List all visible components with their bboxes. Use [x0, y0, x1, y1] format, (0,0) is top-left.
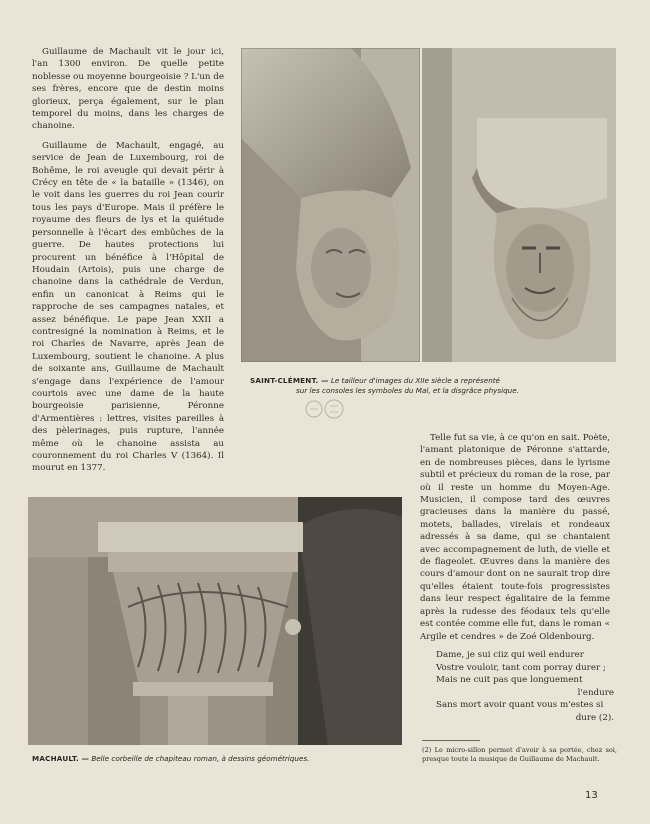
- poem-excerpt: [436, 649, 614, 725]
- saint-clement-console-photo-right: [422, 48, 616, 362]
- caption-label: MACHAULT. —: [32, 754, 90, 763]
- poem-line: l'endure: [577, 687, 614, 698]
- paragraph: Telle fut sa vie, à ce qu'on en sait. Poète, l'amant platonique de Péronne s'attarde, en de nombreuses pièces, dans le lyrisme subtil et précieux du roman de la rose, par où il reste un homme du Moyen-Age. Musicien, il compose tard des œuvres gracieuses dans la manière du passé, motets, ballades, virelais et rondeaux adressés à sa dame, qui se chantaient avec accompagnement de luth, de vielle et de flageolet. Œuvres dans la manière des cours d'amour dont on ne saurait trop dire qu'elles étaient toute-fois progressistes dans leur respect égalitaire de la femme après la rudesse des féodaux tels qu'elle est contée comme elle fut, dans le roman « Argile et cendres » de Zoé Oldenbourg.: [420, 433, 610, 642]
- paragraph: Guillaume de Machault vit le jour ici, l'an 1300 environ. De quelle petite noblesse ou moyenne bourgeoisie ? L'un de ses frères, encore que de destin moins glorieux, perça également, sur le plan temporel du moins, dans les charges de chanoine.: [32, 47, 224, 132]
- poem-line: Dame, je sui ciiz qui weil endurer: [436, 650, 584, 660]
- poem-line: Vostre vouloir, tant com porray durer ;: [436, 662, 606, 673]
- poem-line: Mais ne cuit pas que longuement: [436, 675, 583, 686]
- ink-stamp-mark: [304, 398, 348, 420]
- paragraph: Guillaume de Machault, engagé, au service de Jean de Luxembourg, roi de Bohême, le roi aveugle qui devait périr à Crécy en tête de « la bataille » (1346), on le voit dans les guerres du roi Jean courir tous les pays d'Europe. Mais il préfère le royaume des fleurs de lys et la quiétude personnelle à l'écart des embûches de la guerre. De hautes protections lui procurent un bénéfice à l'Hôpital de Houdain (Artois), puis une charge de chanoine dans la cathédrale de Verdun, enfin un canonicat à Reims qui le rapproche de ses campagnes natales, et assez bénéfique. Le pape Jean XXII a contresigné la nomination à Reims, et le roi Charles de Navarre, après Jean de Luxembourg, soutient le chanoine. A plus de soixante ans, Guillaume de Machault s'engage dans l'expérience de l'amour courtois avec une dame de la haute bourgeoisie parisienne, Péronne d'Armentières : lettres, visites pareilles à des pèlerinages, puis rupture, l'année même où le chanoine assista au couronnement du roi Charles V (1364). Il mourut en 1377.: [32, 140, 224, 474]
- romanesque-capital-image: [28, 497, 402, 745]
- poem-line: Sans mort avoir quant vous m'estes si: [436, 700, 604, 711]
- machault-caption: [32, 754, 412, 764]
- footnote: (2) Le micro-sillon permet d'avoir à sa portée, chez soi, presque toute la musique de Guillaume de Machault.: [422, 746, 617, 763]
- saint-clement-console-photo-left: [241, 48, 420, 362]
- right-text-column: [420, 432, 610, 650]
- saint-clement-caption: [250, 376, 620, 396]
- poem-line: dure (2).: [575, 712, 614, 723]
- carved-head-console-image: [422, 48, 616, 362]
- caption-text: Belle corbeille de chapiteau roman, à dessins géométriques.: [91, 754, 310, 763]
- caption-text-line2: sur les consoles les symboles du Mal, et la disgrâce physique.: [296, 386, 519, 395]
- machault-capital-photo: [28, 497, 402, 745]
- footnote-rule: [422, 740, 480, 741]
- carved-console-left-image: [241, 48, 420, 362]
- left-text-column: [32, 46, 224, 482]
- page-number: 13: [585, 790, 598, 801]
- caption-text: Le tailleur d'images du XIIe siècle a représenté: [330, 376, 500, 385]
- caption-label: SAINT-CLÉMENT. —: [250, 376, 329, 385]
